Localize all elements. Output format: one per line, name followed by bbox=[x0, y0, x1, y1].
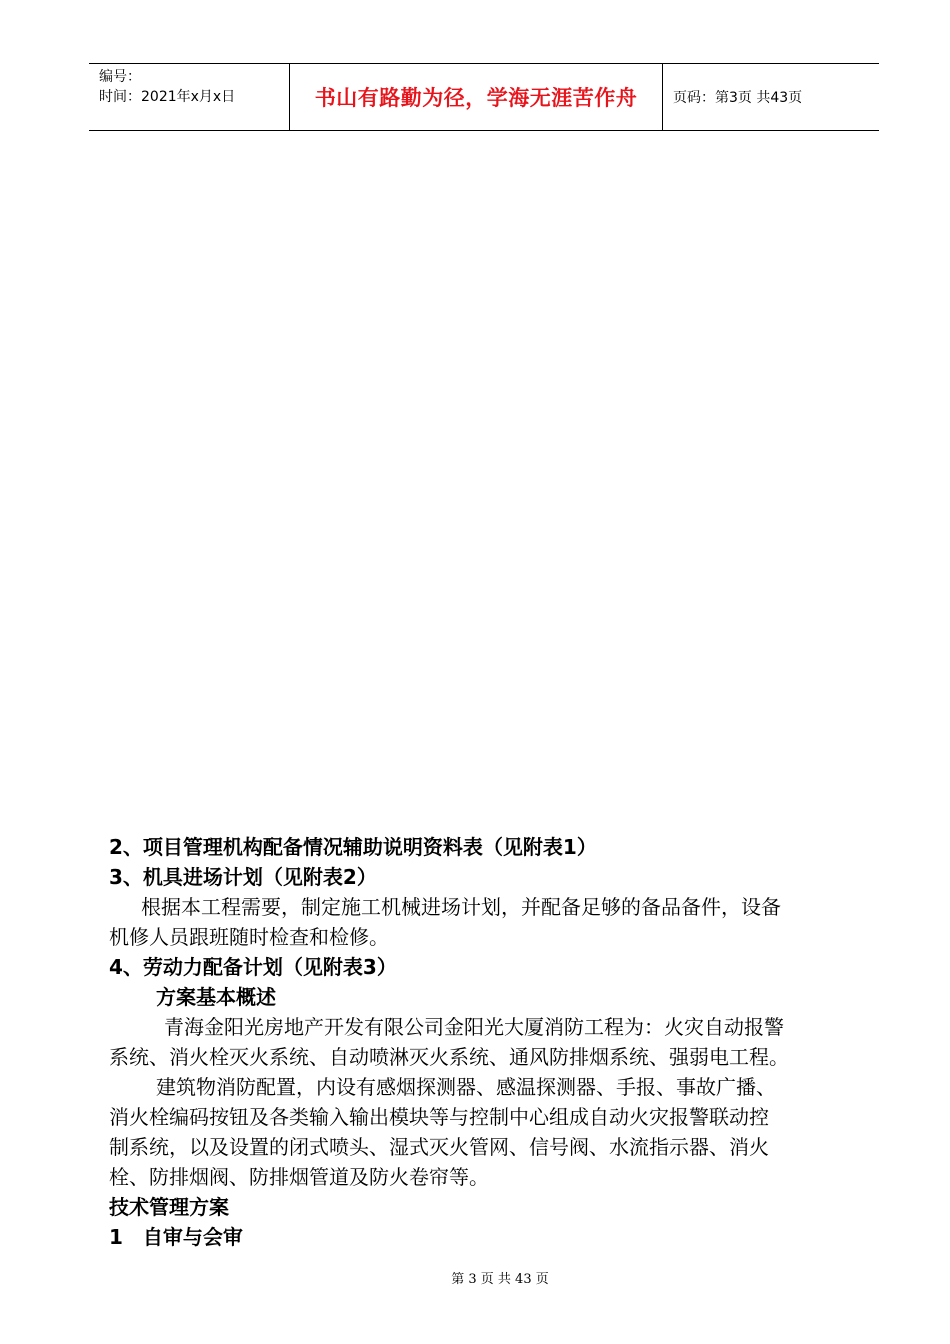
paragraph-line: 制系统，以及设置的闭式喷头、湿式灭火管网、信号阀、水流指示器、消火 bbox=[109, 1135, 769, 1159]
document-date: 时间：2021年x月x日 bbox=[99, 89, 236, 105]
section-heading-4: 4、劳动力配备计划（见附表3） bbox=[109, 955, 397, 979]
tech-management-heading: 技术管理方案 bbox=[109, 1195, 229, 1219]
paragraph-line: 机修人员跟班随时检查和检修。 bbox=[109, 925, 389, 949]
paragraph-line: 栓、防排烟阀、防排烟管道及防火卷帘等。 bbox=[109, 1165, 489, 1189]
paragraph-line: 青海金阳光房地产开发有限公司金阳光大厦消防工程为：火灾自动报警 bbox=[164, 1015, 784, 1039]
paragraph-line: 消火栓编码按钮及各类输入输出模块等与控制中心组成自动火灾报警联动控 bbox=[109, 1105, 769, 1129]
document-number: 编号： bbox=[99, 69, 141, 85]
paragraph-line: 根据本工程需要，制定施工机械进场计划，并配备足够的备品备件，设备 bbox=[141, 895, 781, 919]
page-header bbox=[89, 63, 879, 131]
header-meta bbox=[89, 64, 290, 130]
section-heading-3: 3、机具进场计划（见附表2） bbox=[109, 865, 377, 889]
section-heading-2: 2、项目管理机构配备情况辅助说明资料表（见附表1） bbox=[109, 835, 597, 859]
review-heading: 1 自审与会审 bbox=[109, 1225, 243, 1249]
header-page-number: 页码：第3页 共43页 bbox=[673, 90, 803, 106]
page-footer: 第 3 页 共 43 页 bbox=[451, 1272, 549, 1287]
paragraph-line: 系统、消火栓灭火系统、自动喷淋灭火系统、通风防排烟系统、强弱电工程。 bbox=[109, 1045, 789, 1069]
header-motto: 书山有路勤为径，学海无涯苦作舟 bbox=[290, 64, 663, 130]
overview-heading: 方案基本概述 bbox=[156, 985, 276, 1009]
paragraph-line: 建筑物消防配置，内设有感烟探测器、感温探测器、手报、事故广播、 bbox=[156, 1075, 776, 1099]
